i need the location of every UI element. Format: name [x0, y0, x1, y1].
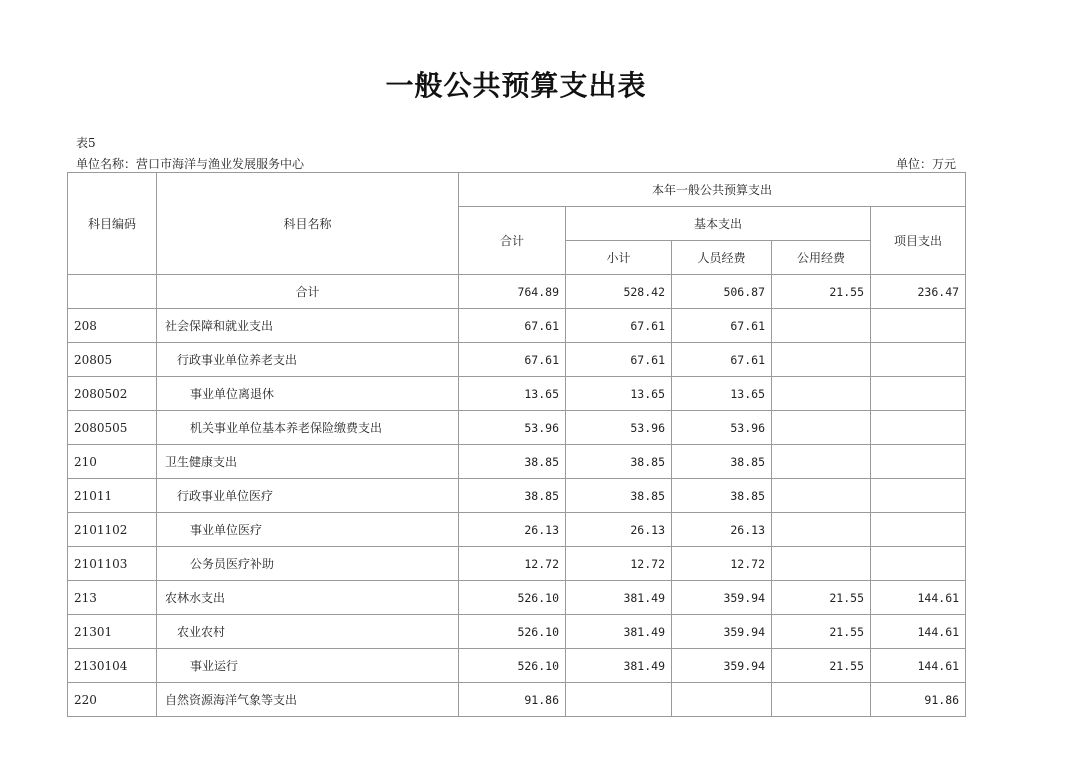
header-subtotal: 小计	[566, 241, 672, 275]
cell-name: 农业农村	[157, 615, 459, 649]
cell-public	[772, 683, 871, 717]
cell-subtotal: 38.85	[566, 479, 672, 513]
cell-personnel: 12.72	[672, 547, 772, 581]
cell-personnel	[672, 683, 772, 717]
cell-project	[871, 343, 966, 377]
cell-public	[772, 479, 871, 513]
cell-total: 67.61	[459, 309, 566, 343]
table-row	[68, 309, 966, 343]
cell-public	[772, 343, 871, 377]
cell-total: 526.10	[459, 581, 566, 615]
cell-subtotal: 26.13	[566, 513, 672, 547]
cell-subtotal: 381.49	[566, 581, 672, 615]
cell-name: 行政事业单位养老支出	[157, 343, 459, 377]
cell-total: 526.10	[459, 649, 566, 683]
cell-subtotal: 53.96	[566, 411, 672, 445]
cell-public	[772, 309, 871, 343]
cell-code: 21301	[68, 615, 157, 649]
cell-name: 行政事业单位医疗	[157, 479, 459, 513]
budget-table	[67, 172, 966, 717]
total-row-subtotal: 528.42	[566, 275, 672, 309]
header-name: 科目名称	[157, 173, 459, 275]
cell-total: 13.65	[459, 377, 566, 411]
cell-personnel: 13.65	[672, 377, 772, 411]
total-row-personnel: 506.87	[672, 275, 772, 309]
cell-project	[871, 547, 966, 581]
cell-personnel: 38.85	[672, 479, 772, 513]
cell-subtotal	[566, 683, 672, 717]
currency-unit: 单位：万元	[895, 157, 956, 171]
cell-code: 2080502	[68, 377, 157, 411]
cell-project: 144.61	[871, 615, 966, 649]
cell-project	[871, 513, 966, 547]
header-code: 科目编码	[68, 173, 157, 275]
cell-subtotal: 12.72	[566, 547, 672, 581]
cell-name: 农林水支出	[157, 581, 459, 615]
total-row-label: 合计	[157, 275, 459, 309]
total-row-code	[68, 275, 157, 309]
page-title: 一般公共预算支出表	[385, 69, 647, 102]
cell-public	[772, 411, 871, 445]
cell-code: 2101103	[68, 547, 157, 581]
table-row	[68, 479, 966, 513]
cell-name: 卫生健康支出	[157, 445, 459, 479]
header-group: 本年一般公共预算支出	[459, 173, 966, 207]
cell-public	[772, 377, 871, 411]
header-basic: 基本支出	[566, 207, 871, 241]
cell-public: 21.55	[772, 649, 871, 683]
total-row-total: 764.89	[459, 275, 566, 309]
cell-public	[772, 513, 871, 547]
cell-public	[772, 547, 871, 581]
table-row	[68, 547, 966, 581]
cell-total: 38.85	[459, 445, 566, 479]
cell-total: 53.96	[459, 411, 566, 445]
cell-name: 事业单位医疗	[157, 513, 459, 547]
cell-personnel: 67.61	[672, 343, 772, 377]
cell-code: 2130104	[68, 649, 157, 683]
cell-code: 21011	[68, 479, 157, 513]
total-row-public: 21.55	[772, 275, 871, 309]
cell-code: 20805	[68, 343, 157, 377]
cell-subtotal: 67.61	[566, 343, 672, 377]
unit-name: 单位名称：营口市海洋与渔业发展服务中心	[76, 157, 305, 171]
table-row	[68, 411, 966, 445]
cell-project: 144.61	[871, 581, 966, 615]
cell-project	[871, 479, 966, 513]
cell-personnel: 67.61	[672, 309, 772, 343]
cell-code: 220	[68, 683, 157, 717]
table-row	[68, 377, 966, 411]
table-body	[68, 275, 966, 717]
total-row-project: 236.47	[871, 275, 966, 309]
cell-name: 事业单位离退休	[157, 377, 459, 411]
table-row	[68, 649, 966, 683]
table-row	[68, 581, 966, 615]
cell-personnel: 26.13	[672, 513, 772, 547]
table-row	[68, 513, 966, 547]
cell-code: 208	[68, 309, 157, 343]
table-number: 表5	[76, 136, 96, 150]
cell-subtotal: 38.85	[566, 445, 672, 479]
cell-project: 144.61	[871, 649, 966, 683]
table-row	[68, 445, 966, 479]
cell-code: 210	[68, 445, 157, 479]
cell-total: 67.61	[459, 343, 566, 377]
cell-name: 事业运行	[157, 649, 459, 683]
table-row	[68, 343, 966, 377]
table-row	[68, 683, 966, 717]
cell-public: 21.55	[772, 581, 871, 615]
cell-code: 2080505	[68, 411, 157, 445]
header-project: 项目支出	[871, 207, 966, 275]
cell-total: 12.72	[459, 547, 566, 581]
cell-subtotal: 381.49	[566, 615, 672, 649]
header-public: 公用经费	[772, 241, 871, 275]
cell-project	[871, 309, 966, 343]
total-row	[68, 275, 966, 309]
cell-name: 机关事业单位基本养老保险缴费支出	[157, 411, 459, 445]
cell-public	[772, 445, 871, 479]
cell-code: 2101102	[68, 513, 157, 547]
cell-total: 38.85	[459, 479, 566, 513]
header-total: 合计	[459, 207, 566, 275]
table-header	[68, 173, 966, 275]
cell-personnel: 53.96	[672, 411, 772, 445]
cell-project: 91.86	[871, 683, 966, 717]
header-personnel: 人员经费	[672, 241, 772, 275]
cell-subtotal: 13.65	[566, 377, 672, 411]
cell-total: 26.13	[459, 513, 566, 547]
cell-personnel: 359.94	[672, 581, 772, 615]
cell-code: 213	[68, 581, 157, 615]
cell-project	[871, 411, 966, 445]
cell-name: 社会保障和就业支出	[157, 309, 459, 343]
cell-project	[871, 377, 966, 411]
table-row	[68, 615, 966, 649]
cell-personnel: 38.85	[672, 445, 772, 479]
cell-public: 21.55	[772, 615, 871, 649]
cell-personnel: 359.94	[672, 649, 772, 683]
cell-name: 公务员医疗补助	[157, 547, 459, 581]
cell-total: 91.86	[459, 683, 566, 717]
cell-total: 526.10	[459, 615, 566, 649]
cell-personnel: 359.94	[672, 615, 772, 649]
cell-name: 自然资源海洋气象等支出	[157, 683, 459, 717]
cell-subtotal: 381.49	[566, 649, 672, 683]
cell-project	[871, 445, 966, 479]
cell-subtotal: 67.61	[566, 309, 672, 343]
